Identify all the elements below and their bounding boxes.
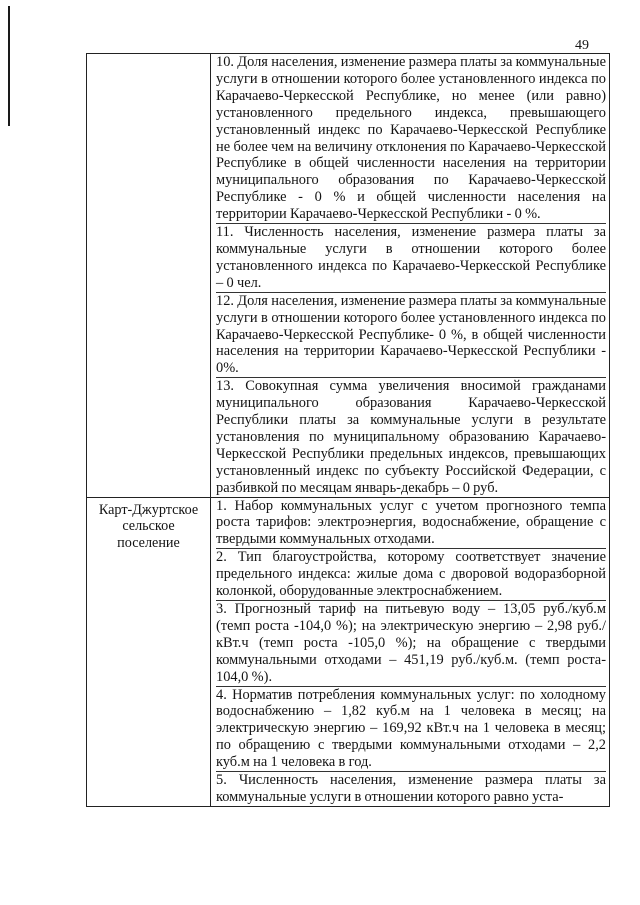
indicator-paragraph: 2. Тип благоустройства, которому соответствует значение предельного индекса: жилые дома с дворовой водоразборной колонкой, оборудованные электроснабжением. (216, 549, 606, 600)
table-row (87, 497, 610, 806)
indicator-paragraph: 5. Численность населения, изменение размера платы за коммунальные услуги в отношении которого равно уста- (216, 772, 606, 805)
municipality-name-cell: Карт-Джуртское сельское поселение (87, 497, 211, 806)
scan-edge-mark (8, 6, 10, 126)
document-table (86, 53, 610, 807)
indicator-paragraph: 3. Прогнозный тариф на питьевую воду – 13,05 руб./куб.м (темп роста -104,0 %); на электрическую энергию – 2,98 руб./кВт.ч (темп роста -105,0 %); на обращение с твердыми коммунальными отходами – 451,19 руб./куб.м. (темп роста- 104,0 %). (216, 601, 606, 685)
page-number: 49 (575, 38, 589, 53)
indicator-paragraph: 12. Доля населения, изменение размера платы за коммунальные услуги в отношении которого более установленного индекса по Карачаево-Черкесской Республике- 0 %, в общей численности населения на территории Карачаево-Черкесской Республики - 0%. (216, 292, 606, 377)
indicator-paragraph: 13. Совокупная сумма увеличения вносимой гражданами муниципального образования Карачаево-Черкесской Республики платы за коммунальные услуги в результате установления по муниципальному образованию Карачаево-Черкесской Республики предельных индексов, превышающих установленный индекс по субъекту Российской Федерации, с разбивкой по месяцам январь-декабрь – 0 руб. (216, 378, 606, 496)
indicator-paragraph: 4. Норматив потребления коммунальных услуг: по холодному водоснабжению – 1,82 куб.м на 1 человека в месяц; на электрическую энергию – 169,92 кВт.ч на 1 человека в месяц; по обращению с твердыми коммунальными отходами – 2,2 куб.м на 1 человека в год. (216, 686, 606, 771)
indicator-paragraph: 10. Доля населения, изменение размера платы за коммунальные услуги в отношении которого более установленного индекса по Карачаево-Черкесской Республике, но менее (или равно) установленного предельного индекса, превышающего установленный индекс по Карачаево-Черкесской Республике не более чем на величину отклонения по Карачаево-Черкесской Республике в общей численности населения на территории муниципального образования по Карачаево-Черкесской Республике - 0 % и общей численности населения на территории Карачаево-Черкесской Республики - 0 %. (216, 54, 606, 223)
indicator-paragraph: 11. Численность населения, изменение размера платы за коммунальные услуги в отношении которого более установленного индекса по Карачаево-Черкесской Республике – 0 чел. (216, 224, 606, 291)
table-row (87, 54, 610, 498)
content-cell (211, 497, 610, 806)
indicator-paragraph: 1. Набор коммунальных услуг с учетом прогнозного темпа роста тарифов: электроэнергия, водоснабжение, обращение с твердыми коммунальных отходами. (216, 497, 606, 548)
content-cell (211, 54, 610, 498)
municipality-name-cell (87, 54, 211, 498)
